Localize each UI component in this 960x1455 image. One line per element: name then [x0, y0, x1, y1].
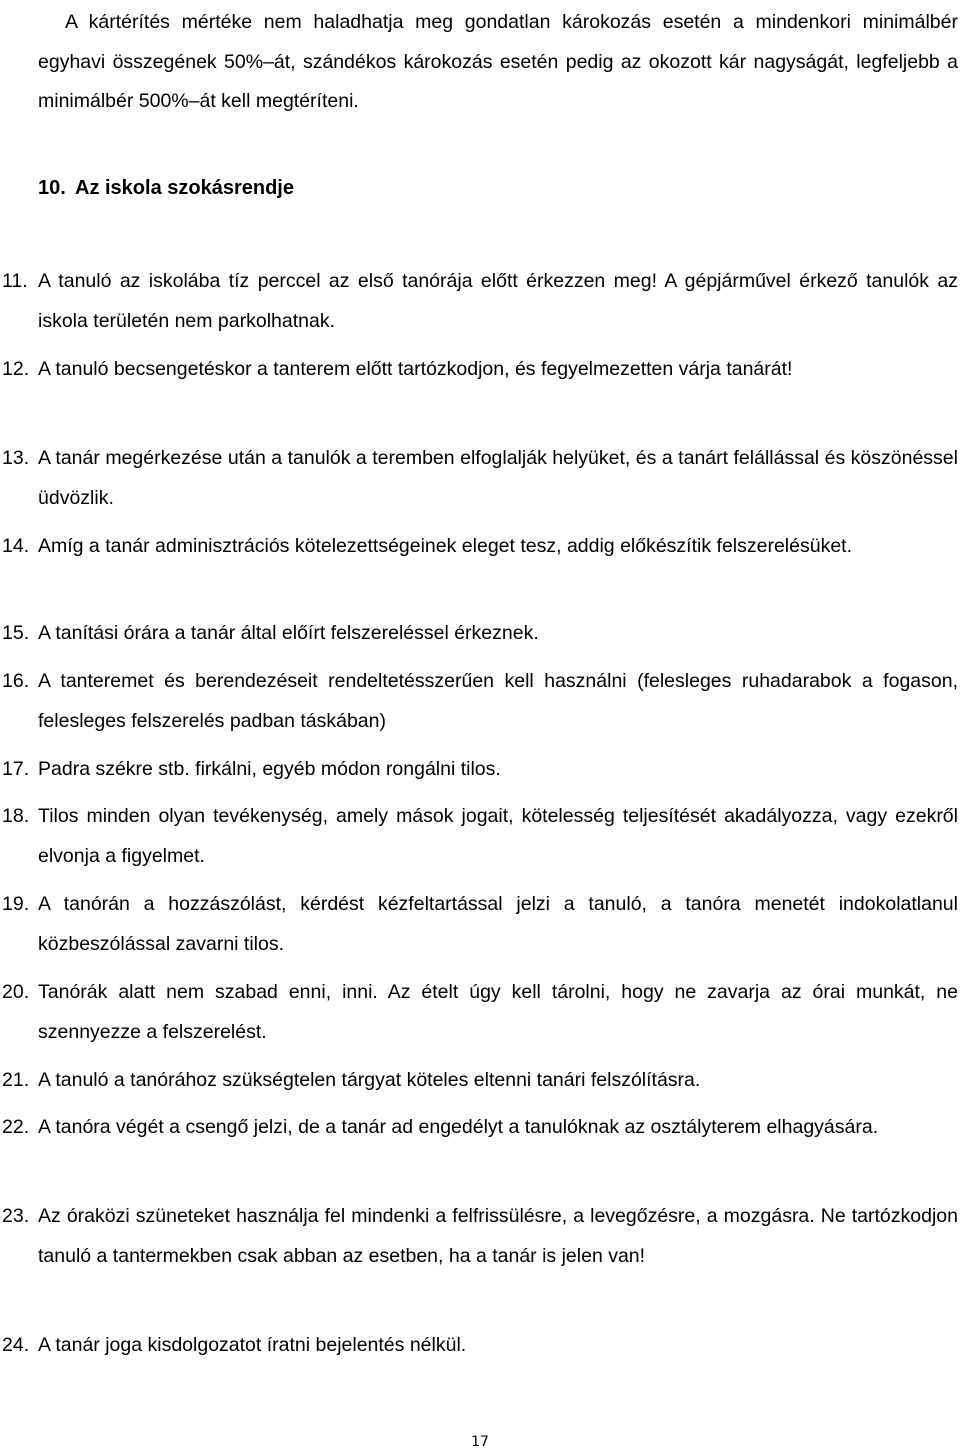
section-number: 10. [38, 177, 66, 199]
list-item-number: 23. [2, 1205, 30, 1227]
list-item-text: A tanuló a tanórához szükségtelen tárgyat köteles eltenni tanári felszólításra. [38, 1069, 701, 1091]
section-title: Az iskola szokásrendje [75, 177, 294, 199]
page-number: 17 [471, 1434, 489, 1450]
list-item-text: A tanítási órára a tanár által előírt felszereléssel érkeznek. [38, 622, 539, 644]
list-item-text: A tanár megérkezése után a tanulók a teremben elfoglalják helyüket, és a tanárt felállással és köszönéssel üdvözlik. [38, 447, 958, 509]
list-item-text: A tanár joga kisdolgozatot íratni bejelentés nélkül. [38, 1334, 467, 1356]
list-item-text: A tanuló az iskolába tíz perccel az első tanórája előtt érkezzen meg! A gépjárművel érkező tanulók az iskola területén nem parkolhatnak. [38, 270, 958, 332]
intro-paragraph: A kártérítés mértéke nem haladhatja meg gondatlan károkozás esetén a mindenkori minimálbér egyhavi összegének 50%–át, szándékos károkozás esetén pedig az okozott kár nagyságát, legfeljebb a minimálbér 500%–át kell megtéríteni. [38, 11, 958, 112]
list-item-text: Tanórák alatt nem szabad enni, inni. Az ételt úgy kell tárolni, hogy ne zavarja az órai munkát, ne szennyezze a felszerelést. [38, 981, 958, 1043]
list-item-text: Tilos minden olyan tevékenység, amely mások jogait, kötelesség teljesítését akadályozza, vagy ezekről elvonja a figyelmet. [38, 805, 958, 867]
list-item-number: 17. [2, 758, 30, 780]
list-item-number: 22. [2, 1116, 30, 1138]
list-item-text: Padra székre stb. firkálni, egyéb módon rongálni tilos. [38, 758, 501, 780]
list-item-text: A tanóra végét a csengő jelzi, de a tanár ad engedélyt a tanulóknak az osztályterem elhagyására. [38, 1116, 879, 1138]
list-item-text: A tanórán a hozzászólást, kérdést kézfeltartással jelzi a tanuló, a tanóra menetét indokolatlanul közbeszólással zavarni tilos. [38, 893, 958, 955]
list-item-text: A tanteremet és berendezéseit rendeltetésszerűen kell használni (felesleges ruhadarabok a fogason, felesleges felszerelés padban táskában) [38, 670, 958, 732]
list-item-number: 24. [2, 1334, 30, 1356]
list-item-number: 14. [2, 535, 30, 557]
list-item-number: 21. [2, 1069, 30, 1091]
list-item-text: Amíg a tanár adminisztrációs kötelezettségeinek eleget tesz, addig előkészítik felszerelésüket. [38, 535, 853, 557]
list-item-number: 18. [2, 805, 30, 827]
list-item-number: 16. [2, 670, 30, 692]
list-item-number: 15. [2, 622, 30, 644]
list-item-number: 20. [2, 981, 30, 1003]
list-item-text: A tanuló becsengetéskor a tanterem előtt tartózkodjon, és fegyelmezetten várja tanárát! [38, 358, 793, 380]
list-item-number: 13. [2, 447, 30, 469]
list-item-number: 12. [2, 358, 30, 380]
list-item-text: Az óraközi szüneteket használja fel mindenki a felfrissülésre, a levegőzésre, a mozgásra. Ne tartózkodjon tanuló a tantermekben csak abban az esetben, ha a tanár is jelen van! [38, 1205, 958, 1267]
list-item-number: 19. [2, 893, 30, 915]
section-heading [38, 168, 294, 208]
list-item-number: 11. [2, 270, 28, 292]
